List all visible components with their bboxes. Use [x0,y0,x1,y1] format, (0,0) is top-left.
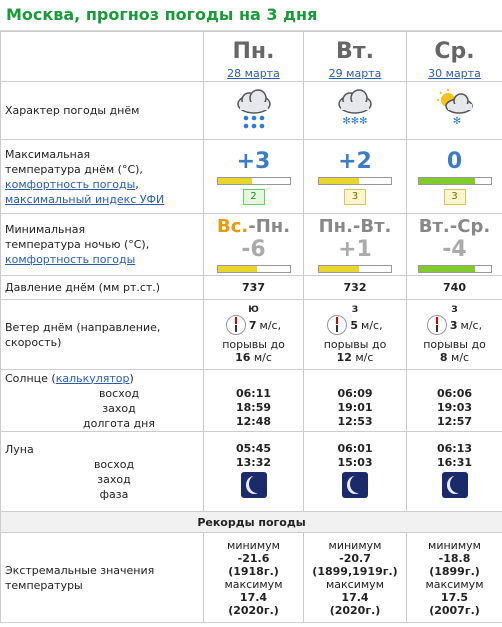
comfort-bar [318,265,392,273]
date-link[interactable]: 30 марта [428,66,481,80]
gust-unit: м/с [253,351,272,364]
daylen-label: долгота дня [83,416,155,430]
moon-label [1,432,204,512]
pressure-label: Давление днём (мм рт.ст.) [1,276,204,300]
record-max-year: (2007г.) [429,603,480,617]
record-min-label: минимум [227,538,280,552]
extreme-label [1,533,204,623]
moonrise-value: 06:01 [337,441,373,455]
comfort-bar [318,177,392,185]
moonset-value: 16:31 [436,455,472,469]
wind-speed: 5 [350,318,359,332]
record-min-label: минимум [328,538,382,552]
day-header-3 [407,32,502,82]
gust-label: порывы до [222,338,285,351]
gust-unit: м/с [355,351,374,364]
comfort-link[interactable]: комфортность погоды [5,253,136,266]
moon-phase-icon [442,472,468,498]
moonrise-label: восход [93,457,135,471]
night-day-from: Вт. [418,216,450,237]
night-day-to: Вт. [360,216,392,237]
uv-badge: 3 [344,189,366,205]
tmax-cell [304,140,407,214]
comfort-bar [418,177,492,185]
tmax-label-line1: Максимальная [5,147,91,161]
sunrise-value: 06:06 [436,386,472,400]
record-max-value: 17.4 [341,590,369,604]
moon-title: Луна [5,442,34,456]
record-min-year: (1899г.) [429,564,480,578]
pressure-value: 732 [304,276,407,300]
moon-phase-icon [342,472,368,498]
phase-label: фаза [99,487,129,501]
sunset-value: 18:59 [235,400,271,414]
snow-cloud-icon [335,88,375,130]
weather-icon-cell [304,82,407,140]
record-max-value: 17.5 [440,590,469,604]
wind-unit: м/с, [259,318,282,332]
wind-direction: Ю [248,305,259,315]
tnight-value: -4 [442,237,467,262]
extreme-label-line1: Экстремальные значения [5,563,155,577]
record-min-label: минимум [428,538,481,552]
gust-unit: м/с [451,351,470,364]
moon-cell [304,432,407,512]
wind-unit: м/с, [460,318,483,332]
tmax-value: +2 [338,148,372,174]
record-min-year: (1918г.) [228,564,279,578]
day-name: Ср. [434,38,475,64]
tmax-cell [204,140,304,214]
tnight-label-line2: температура ночью (°С), [5,238,150,251]
comfort-bar [217,177,291,185]
wind-direction: З [351,305,359,315]
compass-icon [226,315,246,335]
records-header: Рекорды погоды [1,512,502,533]
gust-value: 16 [235,351,251,364]
sunset-label: заход [102,401,136,415]
sun-paren: ) [129,371,134,385]
sunset-value: 19:01 [337,400,373,414]
record-max-label: максимум [224,577,283,591]
date-link[interactable]: 29 марта [328,66,382,80]
daylen-value: 12:57 [436,414,472,428]
svg-text:✻✻✻: ✻✻✻ [342,116,368,127]
record-min-value: -21.6 [237,551,270,565]
wind-cell [304,300,407,370]
gust-value: 8 [439,351,448,364]
day-name: Пн. [232,38,275,64]
tmax-label-line2: температура днём (°С), [5,162,143,176]
uv-index-link[interactable]: максимальный индекс УФИ [5,192,165,206]
corner-cell [1,32,204,82]
sun-cell [407,370,502,432]
comfort-link[interactable]: комфортность погоды [5,177,136,191]
date-link[interactable]: 28 марта [227,66,280,80]
weather-icon-cell [204,82,304,140]
record-min-value: -20.7 [339,551,371,565]
sunrise-value: 06:09 [337,386,373,400]
record-max-label: максимум [326,577,384,591]
comfort-bar [217,265,291,273]
wind-speed: 7 [248,318,257,332]
night-day-from: Вс. [216,216,249,237]
compass-icon [327,315,347,335]
tnight-label-line1: Минимальная [5,223,86,236]
pressure-value: 740 [407,276,502,300]
moonset-label: заход [97,472,131,486]
tmax-value: +3 [236,148,271,174]
record-cell [204,533,304,623]
moon-cell [204,432,304,512]
moonrise-value: 06:13 [436,441,472,455]
moon-phase-icon [241,472,267,498]
tmax-label [1,140,204,214]
sunset-value: 19:03 [436,400,472,414]
wind-label [1,300,204,370]
record-cell [304,533,407,623]
sun-cloud-snow-icon [435,88,475,130]
record-min-year: (1899,1919г.) [312,564,398,578]
night-day-from: Пн. [318,216,353,237]
tnight-label [1,214,204,276]
moon-cell [407,432,502,512]
record-cell [407,533,502,623]
day-name: Вт. [336,38,374,64]
sun-title: Солнце ( [5,371,56,385]
gust-value: 12 [336,351,352,364]
page-title: Москва, прогноз погоды на 3 дня [0,0,502,31]
record-max-label: максимум [425,577,484,591]
pressure-value: 737 [204,276,304,300]
day-header-2 [304,32,407,82]
extreme-label-line2: температуры [5,578,83,592]
record-max-year: (2020г.) [329,603,381,617]
tmax-value: 0 [446,148,463,174]
tnight-value: -6 [241,237,266,262]
record-max-year: (2020г.) [228,603,279,617]
wind-cell [204,300,304,370]
weather-label: Характер погоды днём [1,82,204,140]
night-day-to: Пн. [255,216,291,237]
sunrise-label: восход [98,386,140,400]
sun-calculator-link[interactable]: калькулятор [55,371,130,385]
tnight-cell: Вс.-Пн. -6 [204,214,304,276]
uv-badge: 2 [243,189,265,205]
gust-label: порывы до [323,338,387,351]
weather-icon-cell [407,82,502,140]
tnight-value: +1 [338,237,372,262]
comfort-bar [418,265,492,273]
sun-label [1,370,204,432]
wind-cell [407,300,502,370]
wind-speed: 3 [449,318,458,332]
rain-cloud-icon [234,88,274,130]
record-min-value: -18.8 [438,551,471,565]
tmax-cell [407,140,502,214]
forecast-table [0,31,502,623]
wind-label-line1: Ветер днём (направление, [5,320,161,334]
svg-text:✻: ✻ [452,116,461,127]
moonrise-value: 05:45 [235,441,271,455]
daylen-value: 12:53 [337,414,373,428]
wind-direction: З [451,305,458,315]
wind-label-line2: скорость) [5,335,62,349]
sun-cell [304,370,407,432]
moonset-value: 15:03 [337,455,373,469]
sun-cell [204,370,304,432]
daylen-value: 12:48 [235,414,271,428]
uv-badge: 3 [444,189,466,205]
comma: , [135,177,139,191]
compass-icon [427,315,447,335]
sunrise-value: 06:11 [235,386,271,400]
tnight-cell: Пн.-Вт. +1 [304,214,407,276]
day-header-1 [204,32,304,82]
night-day-to: Ср. [457,216,491,237]
record-max-value: 17.4 [239,590,268,604]
tnight-cell: Вт.-Ср. -4 [407,214,502,276]
wind-unit: м/с, [361,318,383,332]
moonset-value: 13:32 [235,455,271,469]
gust-label: порывы до [423,338,486,351]
